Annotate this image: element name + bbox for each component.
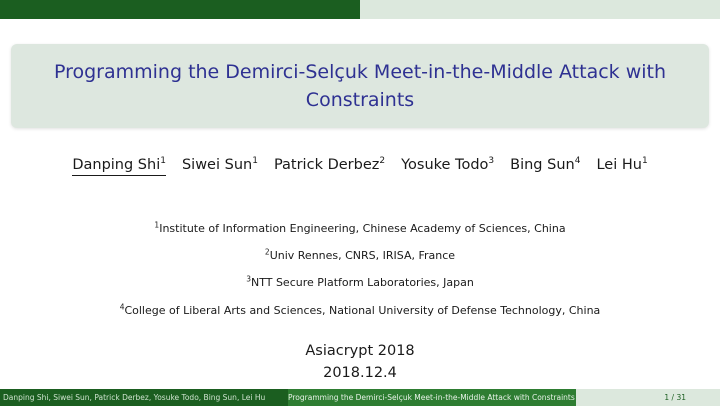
title-box	[11, 44, 709, 128]
author-affiliation-mark: 4	[574, 156, 581, 167]
author-affiliation-mark: 1	[252, 156, 258, 167]
affiliation-mark: 1	[154, 220, 160, 230]
author-affiliation-mark: 2	[379, 156, 386, 167]
top-bar-right	[360, 0, 720, 19]
footer-authors: Danping Shi, Siwei Sun, Patrick Derbez, Yosuke Todo, Bing Sun, Lei Hu	[0, 389, 288, 406]
affiliation-text: College of Liberal Arts and Sciences, National University of Defense Technology, China	[124, 304, 601, 317]
author-name: Danping Shi	[72, 157, 161, 173]
affiliation-text: Univ Rennes, CNRS, IRISA, France	[269, 249, 456, 262]
affiliation	[0, 276, 720, 289]
footer-bar	[0, 389, 720, 406]
author	[596, 157, 647, 176]
footer-title: Programming the Demirci-Selçuk Meet-in-the-Middle Attack with Constraints	[288, 389, 576, 406]
top-bar-left	[0, 0, 360, 19]
affiliation-mark: 3	[246, 274, 251, 284]
affiliation-text: NTT Secure Platform Laboratories, Japan	[250, 276, 474, 289]
affiliation	[0, 304, 720, 317]
author	[182, 157, 258, 176]
affiliation	[0, 222, 720, 235]
affiliation-mark: 2	[264, 247, 270, 257]
author-name: Bing Sun	[510, 157, 575, 173]
author-list	[0, 157, 720, 176]
author	[401, 157, 494, 176]
author-name: Lei Hu	[596, 157, 642, 173]
author	[510, 157, 580, 176]
author-affiliation-mark: 1	[160, 156, 166, 167]
author-affiliation-mark: 3	[488, 156, 495, 167]
conference-name: Asiacrypt 2018	[305, 343, 415, 359]
affiliation-mark: 4	[119, 302, 125, 312]
affiliation	[0, 249, 720, 262]
author-affiliation-mark: 1	[641, 156, 648, 167]
page-number: 1 / 31	[576, 389, 720, 406]
author-name: Siwei Sun	[181, 157, 253, 173]
presentation-date: 2018.12.4	[323, 365, 397, 381]
author-name: Yosuke Todo	[401, 157, 489, 173]
top-navigation-bar	[0, 0, 720, 19]
author-name: Patrick Derbez	[273, 157, 380, 173]
affiliation-text: Institute of Information Engineering, Chinese Academy of Sciences, China	[159, 222, 566, 235]
author-presenter	[72, 157, 166, 176]
slide-title: Programming the Demirci-Selçuk Meet-in-the-Middle Attack with Constraints	[53, 61, 667, 111]
author	[274, 157, 385, 176]
